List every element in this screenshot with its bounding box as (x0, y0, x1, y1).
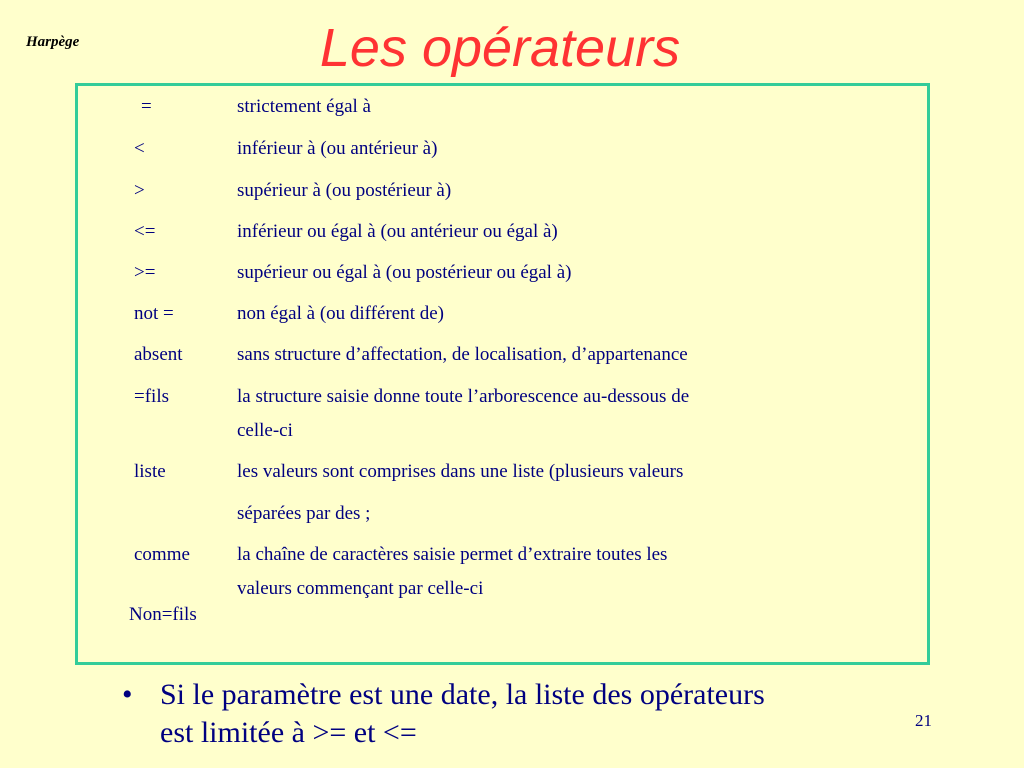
operator-description: supérieur à (ou postérieur à) (237, 180, 452, 201)
operator-row (0, 215, 1024, 249)
operator-description: strictement égal à (237, 96, 371, 117)
operator-row-continuation (0, 414, 1024, 448)
bullet-marker: • (122, 678, 133, 711)
operator-symbol: >= (134, 262, 156, 283)
operator-row-continuation (0, 497, 1024, 531)
bullet-text (160, 676, 980, 752)
operator-row (0, 256, 1024, 290)
operator-row (0, 90, 1024, 124)
operator-row (0, 338, 1024, 372)
page-number: 21 (915, 711, 932, 730)
operator-symbol: Non=fils (129, 604, 197, 625)
operator-symbol: <= (134, 221, 156, 242)
operator-symbol: =fils (134, 386, 169, 407)
operator-row (0, 174, 1024, 208)
operator-row (0, 598, 1024, 632)
operator-description: les valeurs sont comprises dans une liste (plusieurs valeurs (237, 461, 684, 482)
operator-description-cont: celle-ci (237, 420, 293, 441)
operator-row (0, 380, 1024, 414)
operator-description: non égal à (ou différent de) (237, 303, 444, 324)
bullet-line-1: Si le paramètre est une date, la liste des opérateurs (160, 678, 765, 711)
operator-description: sans structure d’affectation, de localisation, d’appartenance (237, 344, 688, 365)
operator-symbol: comme (134, 544, 190, 565)
operator-row (0, 297, 1024, 331)
operator-symbol: = (141, 96, 152, 117)
operator-row (0, 132, 1024, 166)
operator-symbol: > (134, 180, 145, 201)
operator-symbol: liste (134, 461, 166, 482)
bullet-line-2: est limitée à >= et <= (160, 716, 417, 749)
operator-row (0, 455, 1024, 489)
operator-description: inférieur à (ou antérieur à) (237, 138, 438, 159)
operator-symbol: absent (134, 344, 183, 365)
harpege-logo: Harpège (26, 34, 80, 50)
operator-description: supérieur ou égal à (ou postérieur ou égal à) (237, 262, 572, 283)
operator-description-cont: séparées par des ; (237, 503, 371, 524)
slide-title: Les opérateurs (319, 18, 681, 78)
operator-description: la chaîne de caractères saisie permet d’extraire toutes les (237, 544, 668, 565)
operator-symbol: < (134, 138, 145, 159)
operator-symbol: not = (134, 303, 174, 324)
operator-description: la structure saisie donne toute l’arborescence au-dessous de (237, 386, 690, 407)
operator-description: inférieur ou égal à (ou antérieur ou égal à) (237, 221, 558, 242)
operator-row (0, 538, 1024, 572)
operator-description-cont: valeurs commençant par celle-ci (237, 578, 484, 599)
